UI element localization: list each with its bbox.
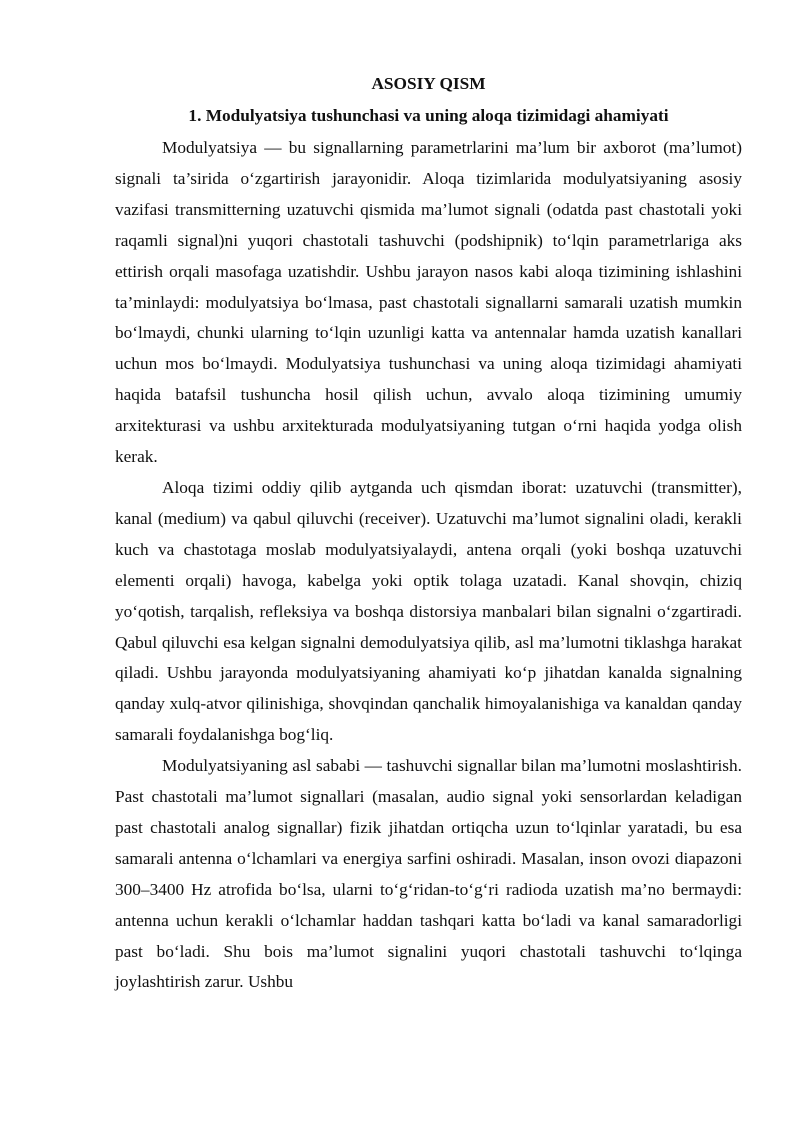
section-heading: 1. Modulyatsiya tushunchasi va uning aloqa tizimidagi ahamiyati <box>188 106 669 125</box>
page-title: ASOSIY QISM <box>371 74 486 93</box>
paragraph-1: Modulyatsiya — bu signallarning parametrlarini ma’lum bir axborot (ma’lumot) signali ta’sirida o‘zgartirish jarayonidir. Aloqa tizimlarida modulyatsiyaning asosiy vazifasi transmitterning uzatuvchi qismida ma’lumot signali (odatda past chastotali yoki raqamli signal)ni yuqori chastotali tashuvchi (podshipnik) to‘lqin parametrlariga aks ettirish orqali masofaga uzatishdir. Ushbu jarayon nasos kabi aloqa tizimining ishlashini ta’minlaydi: modulyatsiya bo‘lmasa, past chastotali signallarni samarali uzatish mumkin bo‘lmaydi, chunki ularning to‘lqin uzunligi katta va antennalar hamda uzatish kanallari uchun mos bo‘lmaydi. Modulyatsiya tushunchasi va uning aloqa tizimidagi ahamiyati haqida batafsil tushuncha hosil qilish uchun, avvalo aloqa tizimining umumiy arxitekturasi va ushbu arxitekturada modulyatsiyaning tutgan o‘rni haqida yodga olish kerak. <box>115 138 742 467</box>
document-body <box>115 70 742 998</box>
paragraph-3: Modulyatsiyaning asl sababi — tashuvchi signallar bilan ma’lumotni moslashtirish. Past chastotali ma’lumot signallari (masalan, audio signal yoki sensorlardan keladigan past chastotali analog signallar) fizik jihatdan ortiqcha uzun to‘lqinlar yaratadi, bu esa samarali antenna o‘lchamlari va energiya sarfini oshiradi. Masalan, inson ovozi diapazoni 300–3400 Hz atrofida bo‘lsa, ularni to‘g‘ridan-to‘g‘ri radioda uzatish ma’no bermaydi: antenna uchun kerakli o‘lchamlar haddan tashqari katta bo‘ladi va kanal samaradorligi past bo‘ladi. Shu bois ma’lumot signalini yuqori chastotali tashuvchi to‘lqinga joylashtirish zarur. Ushbu <box>115 756 742 992</box>
paragraph-2: Aloqa tizimi oddiy qilib aytganda uch qismdan iborat: uzatuvchi (transmitter), kanal (medium) va qabul qiluvchi (receiver). Uzatuvchi ma’lumot signalini oladi, kerakli kuch va chastotaga moslab modulyatsiyalaydi, antena orqali (yoki boshqa uzatuvchi elementi orqali) havoga, kabelga yoki optik tolaga uzatadi. Kanal shovqin, chiziq yo‘qotish, tarqalish, refleksiya va boshqa distorsiya manbalari bilan signalni o‘zgartiradi. Qabul qiluvchi esa kelgan signalni demodulyatsiya qilib, asl ma’lumotni tiklashga harakat qiladi. Ushbu jarayonda modulyatsiyaning ahamiyati ko‘p jihatdan kanalda signalning qanday xulq-atvor qilinishiga, shovqindan qanchalik himoyalanishiga va kanaldan qanday samarali foydalanishga bog‘liq. <box>115 477 742 745</box>
